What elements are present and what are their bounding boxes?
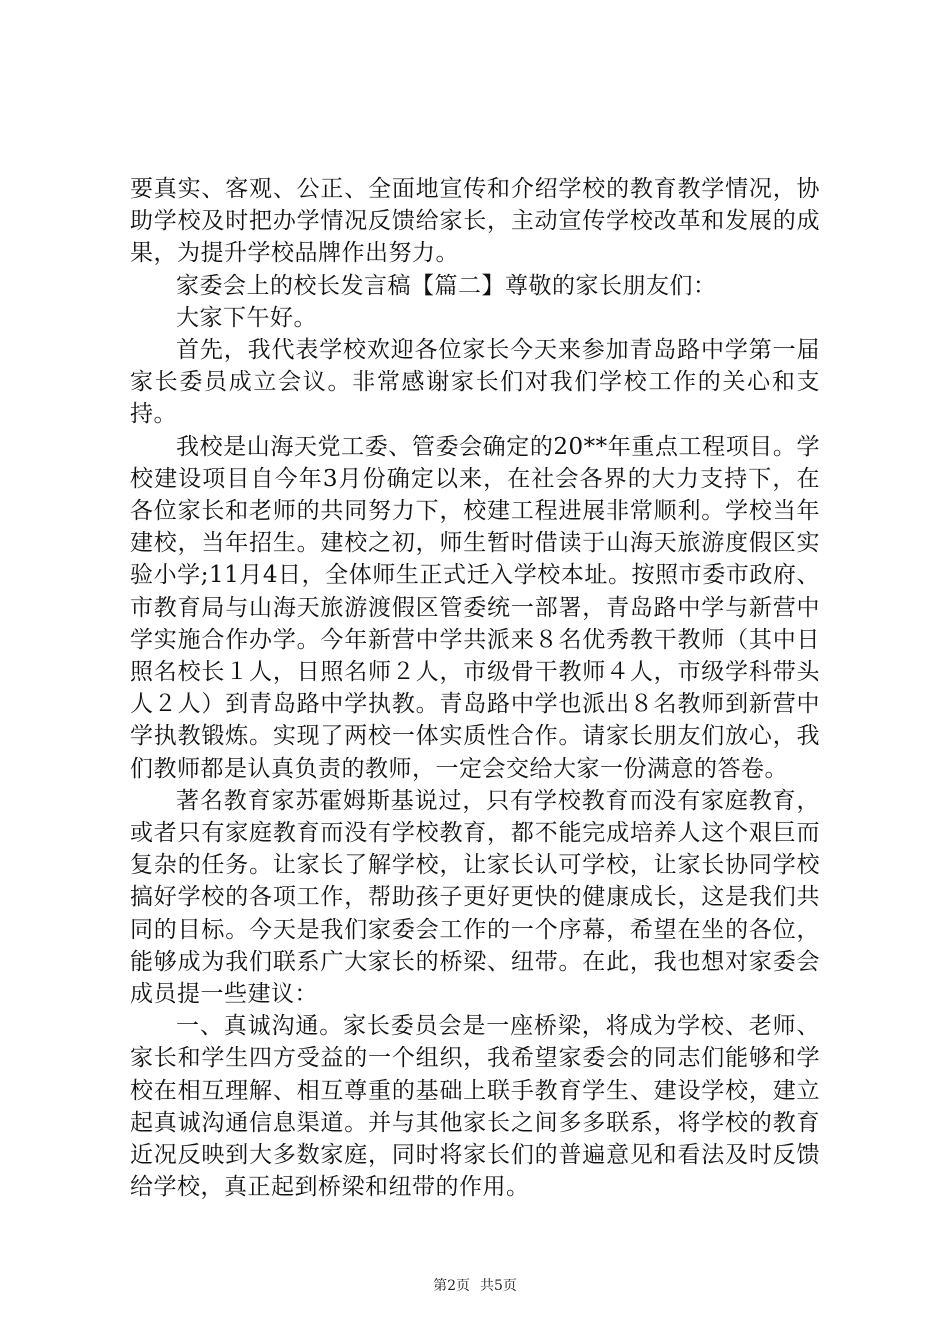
paragraph-7: 一、真诚沟通。家长委员会是一座桥梁，将成为学校、老师、家长和学生四方受益的一个组织，我希望家委会的同志们能够和学校在相互理解、相互尊重的基础上联手教育学生、建设学校，建立起真诚沟通信息渠道。并与其他家长之间多多联系，将学校的教育近况反映到大多数家庭，同时将家长们的普遍意见和看法及时反馈给学校，真正起到桥梁和纽带的作用。 <box>130 1013 820 1201</box>
paragraph-2: 家委会上的校长发言稿【篇二】尊敬的家长朋友们： <box>176 272 717 299</box>
paragraph-6: 著名教育家苏霍姆斯基说过，只有学校教育而没有家庭教育，或者只有家庭教育而没有学校教育，都不能完成培养人这个艰巨而复杂的任务。让家长了解学校，让家长认可学校，让家长协同学校搞好学校的各项工作，帮助孩子更好更快的健康成长，这是我们共同的目标。今天是我们家委会工作的一个序幕，希望在坐的各位，能够成为我们联系广大家长的桥梁、纽带。在此，我也想对家委会成员提一些建议： <box>130 787 820 1008</box>
paragraph-4: 首先，我代表学校欢迎各位家长今天来参加青岛路中学第一届家长委员成立会议。非常感谢家长们对我们学校工作的关心和支持。 <box>130 337 820 428</box>
paragraph-5: 我校是山海天党工委、管委会确定的20**年重点工程项目。学校建设项目自今年3月份确定以来，在社会各界的大力支持下，在各位家长和老师的共同努力下，校建工程进展非常顺利。学校当年建校，当年招生。建校之初，师生暂时借读于山海天旅游度假区实验小学;11月4日，全体师生正式迁入学校本址。按照市委市政府、市教育局与山海天旅游渡假区管委统一部署，青岛路中学与新营中学实施合作办学。今年新营中学共派来８名优秀教干教师（其中日照名校长１人，日照名师２人，市级骨干教师４人，市级学科带头人２人）到青岛路中学执教。青岛路中学也派出８名教师到新营中学执教锻炼。实现了两校一体实质性合作。请家长朋友们放心，我们教师都是认真负责的教师，一定会交给大家一份满意的答卷。 <box>130 433 820 782</box>
page-footer <box>0 1277 950 1295</box>
page-total: 共5页 <box>480 1278 517 1294</box>
paragraph-3: 大家下午好。 <box>176 304 317 331</box>
document-body <box>130 173 820 1204</box>
paragraph-1: 要真实、客观、公正、全面地宣传和介绍学校的教育教学情况，协助学校及时把办学情况反馈给家长，主动宣传学校改革和发展的成果，为提升学校品牌作出努力。 <box>130 176 820 267</box>
page-number: 第2页 <box>433 1278 470 1294</box>
